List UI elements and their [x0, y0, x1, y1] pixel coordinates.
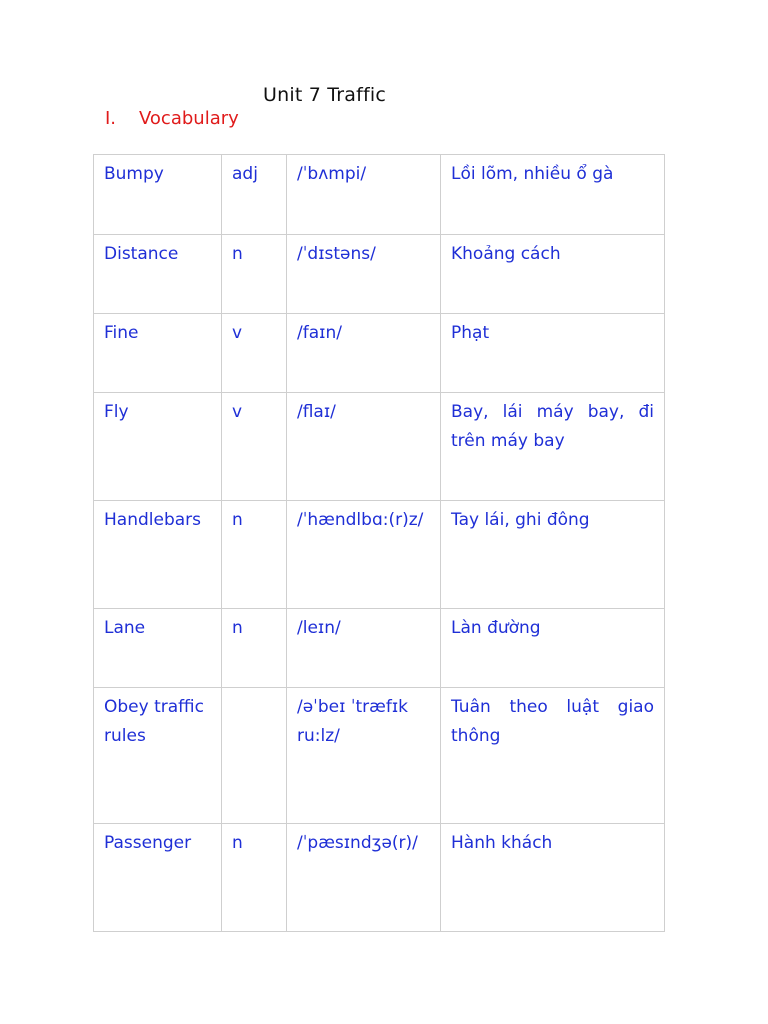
section-number: I. [105, 108, 117, 129]
meaning-cell: Phạt [441, 314, 665, 393]
word-cell: Fine [94, 314, 222, 393]
meaning-cell: Hành khách [441, 824, 665, 932]
table-row [94, 501, 665, 609]
ipa-cell: /flaɪ/ [287, 393, 441, 501]
table-row [94, 235, 665, 314]
meaning-cell: Tay lái, ghi đông [441, 501, 665, 609]
meaning-cell: Bay, lái máy bay, đi trên máy bay [441, 393, 665, 501]
page-title: Unit 7 Traffic [263, 84, 387, 106]
pos-cell: adj [222, 155, 287, 235]
word-cell: Passenger [94, 824, 222, 932]
word-cell: Bumpy [94, 155, 222, 235]
pos-cell: v [222, 393, 287, 501]
ipa-cell: /ˈbʌmpi/ [287, 155, 441, 235]
table-row [94, 393, 665, 501]
table-row [94, 155, 665, 235]
pos-cell: n [222, 609, 287, 688]
word-cell: Handlebars [94, 501, 222, 609]
word-cell: Fly [94, 393, 222, 501]
word-cell: Lane [94, 609, 222, 688]
ipa-cell: /ˈdɪstəns/ [287, 235, 441, 314]
pos-cell: n [222, 501, 287, 609]
ipa-cell: /ˈhændlbɑ:(r)z/ [287, 501, 441, 609]
pos-cell: n [222, 824, 287, 932]
word-cell: Distance [94, 235, 222, 314]
table-row [94, 609, 665, 688]
ipa-cell: /faɪn/ [287, 314, 441, 393]
meaning-cell: Làn đường [441, 609, 665, 688]
ipa-cell: /ˈpæsɪndʒə(r)/ [287, 824, 441, 932]
section-label: Vocabulary [139, 108, 239, 129]
vocabulary-table [93, 154, 665, 932]
meaning-cell: Lồi lõm, nhiều ổ gà [441, 155, 665, 235]
ipa-cell: /leɪn/ [287, 609, 441, 688]
pos-cell [222, 688, 287, 824]
table-row [94, 314, 665, 393]
ipa-cell: /əˈbeɪ ˈtræfɪk ru:lz/ [287, 688, 441, 824]
word-cell: Obey traffic rules [94, 688, 222, 824]
pos-cell: v [222, 314, 287, 393]
meaning-cell: Tuân theo luật giao thông [441, 688, 665, 824]
meaning-cell: Khoảng cách [441, 235, 665, 314]
pos-cell: n [222, 235, 287, 314]
table-row [94, 824, 665, 932]
section-heading [105, 108, 239, 129]
table-row [94, 688, 665, 824]
